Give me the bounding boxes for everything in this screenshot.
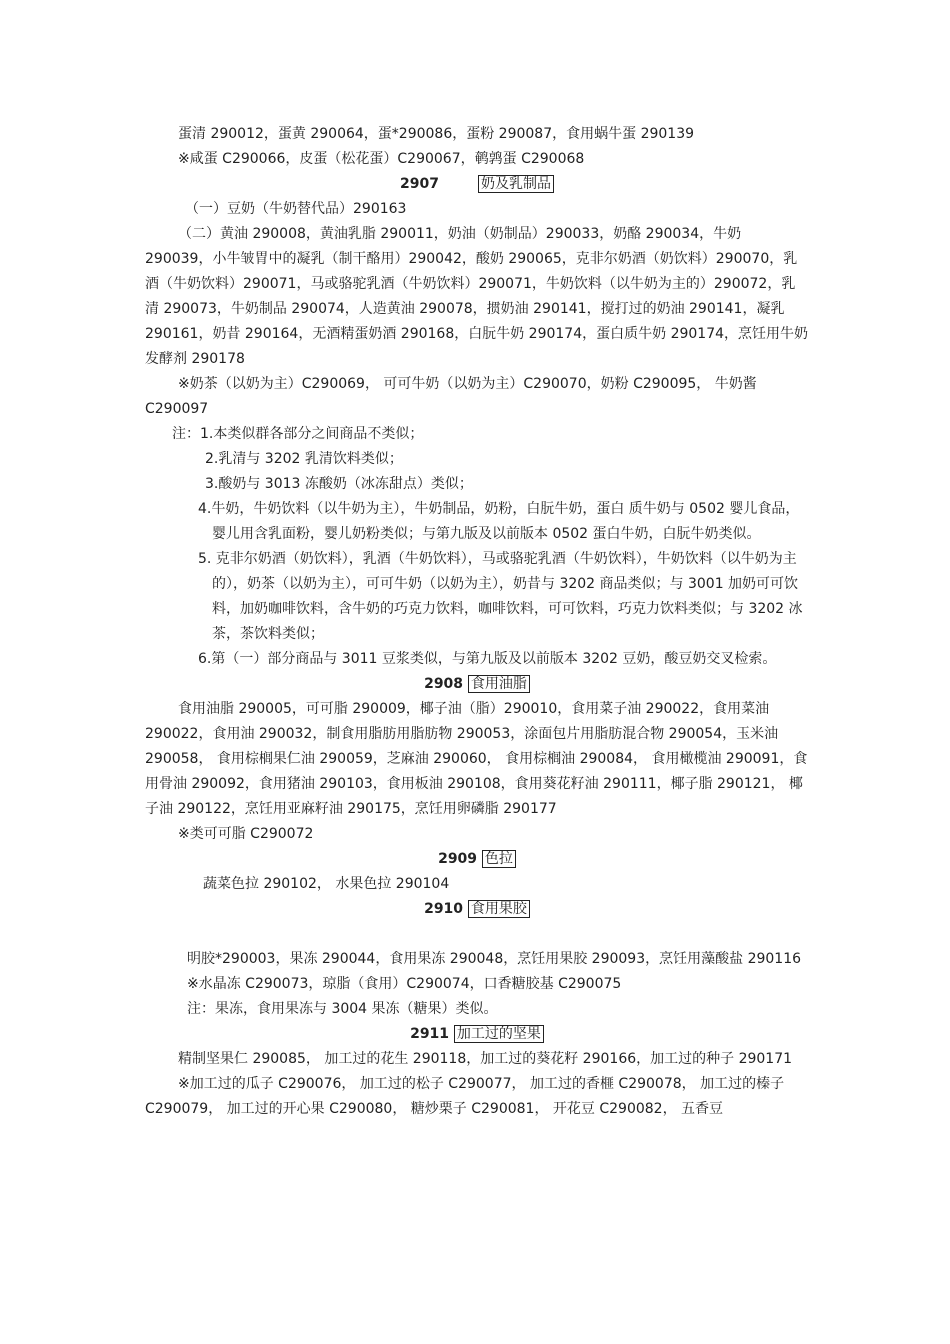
paragraph: （二）黄油 290008，黄油乳脂 290011，奶油（奶制品）290033，奶酪 290034，牛奶 290039，小牛皱胃中的凝乳（制干酪用）290042，酸奶 290065，克非尔奶酒（奶饮料）290070，乳酒（牛奶饮料）290071，马或骆驼乳酒（牛奶饮料）290071，牛奶饮料（以牛奶为主的）290072，乳清 290073，牛奶制品 290074，人造黄油 290078，掼奶油 290141，搅打过的奶油 290141，凝乳 290161，奶昔 290164，无酒精蛋奶酒 290168，白朊牛奶 290174，蛋白质牛奶 290174，烹饪用牛奶发酵剂 290178 [145,226,809,367]
blank-line [145,922,809,947]
note-item: 注：1.本类似群各部分之间商品不类似； [172,426,424,442]
paragraph: 精制坚果仁 290085， 加工过的花生 290118，加工过的葵花籽 290166，加工过的种子 290171 [178,1051,793,1067]
section-code: 2909 [438,851,478,867]
egg-extra-line: ※咸蛋 C290066，皮蛋（松花蛋）C290067，鹌鹑蛋 C290068 [178,151,585,167]
section-heading-2910 [145,897,809,922]
document-body [145,122,809,1122]
paragraph: 食用油脂 290005，可可脂 290009，椰子油（脂）290010，食用菜子油 290022，食用菜油 290022，食用油 290032，制食用脂肪用脂肪物 290053，涂面包片用脂肪混合物 290054，玉米油 290058， 食用棕榈果仁油 290059，芝麻油 290060， 食用棕榈油 290084， 食用橄榄油 290091，食用骨油 290092，食用猪油 290103，食用板油 290108，食用葵花籽油 290111，椰子脂 290121， 椰子油 290122，烹饪用亚麻籽油 290175，烹饪用卵磷脂 290177 [145,701,808,817]
paragraph: 蔬菜色拉 290102， 水果色拉 290104 [203,876,450,892]
section-title: 色拉 [482,850,516,868]
paragraph: 明胶*290003，果冻 290044，食用果冻 290048，烹饪用果胶 290093，烹饪用藻酸盐 290116 [187,951,802,967]
section-heading-2909 [145,847,809,872]
note-item: 3.酸奶与 3013 冻酸奶（冰冻甜点）类似； [205,476,473,492]
note-item: 6.第（一）部分商品与 3011 豆浆类似，与第九版及以前版本 3202 豆奶，酸豆奶交叉检索。 [198,651,777,667]
section-title: 食用油脂 [468,675,530,693]
section-heading-2907 [145,172,809,197]
section-heading-2908 [145,672,809,697]
section-code: 2908 [424,676,464,692]
paragraph: （一）豆奶（牛奶替代品）290163 [185,201,407,217]
note-item: 5. 克非尔奶酒（奶饮料），乳酒（牛奶饮料），马或骆驼乳酒（牛奶饮料），牛奶饮料（以牛奶为主的），奶茶（以奶为主），可可牛奶（以奶为主），奶昔与 3202 商品类似；与 3001 加奶可可饮料，加奶咖啡饮料，含牛奶的巧克力饮料，咖啡饮料，可可饮料，巧克力饮料类似；与 3202 冰茶，茶饮料类似； [198,551,803,642]
egg-list-line: 蛋清 290012，蛋黄 290064，蛋*290086，蛋粉 290087，食用蜗牛蛋 290139 [178,126,695,142]
section-code: 2907 [400,176,439,192]
section-code: 2910 [424,901,464,917]
paragraph: ※水晶冻 C290073，琼脂（食用）C290074，口香糖胶基 C290075 [187,976,622,992]
paragraph: ※加工过的瓜子 C290076， 加工过的松子 C290077， 加工过的香榧 C290078， 加工过的榛子 C290079， 加工过的开心果 C290080， 糖炒栗子 C290081， 开花豆 C290082， 五香豆 [145,1076,785,1117]
section-title: 奶及乳制品 [478,175,554,193]
section-title: 加工过的坚果 [454,1025,544,1043]
paragraph: 注：果冻，食用果冻与 3004 果冻（糖果）类似。 [187,1001,498,1017]
note-item: 4.牛奶，牛奶饮料（以牛奶为主），牛奶制品，奶粉，白朊牛奶，蛋白 质牛奶与 0502 婴儿食品，婴儿用含乳面粉，婴儿奶粉类似；与第九版及以前版本 0502 蛋白牛奶，白朊牛奶类似。 [198,501,800,542]
section-title: 食用果胶 [468,900,530,918]
paragraph: ※奶茶（以奶为主）C290069， 可可牛奶（以奶为主）C290070，奶粉 C290095， 牛奶酱 C290097 [145,376,757,417]
section-heading-2911 [145,1022,809,1047]
section-code: 2911 [410,1026,450,1042]
note-item: 2.乳清与 3202 乳清饮料类似； [205,451,403,467]
paragraph: ※类可可脂 C290072 [178,826,314,842]
